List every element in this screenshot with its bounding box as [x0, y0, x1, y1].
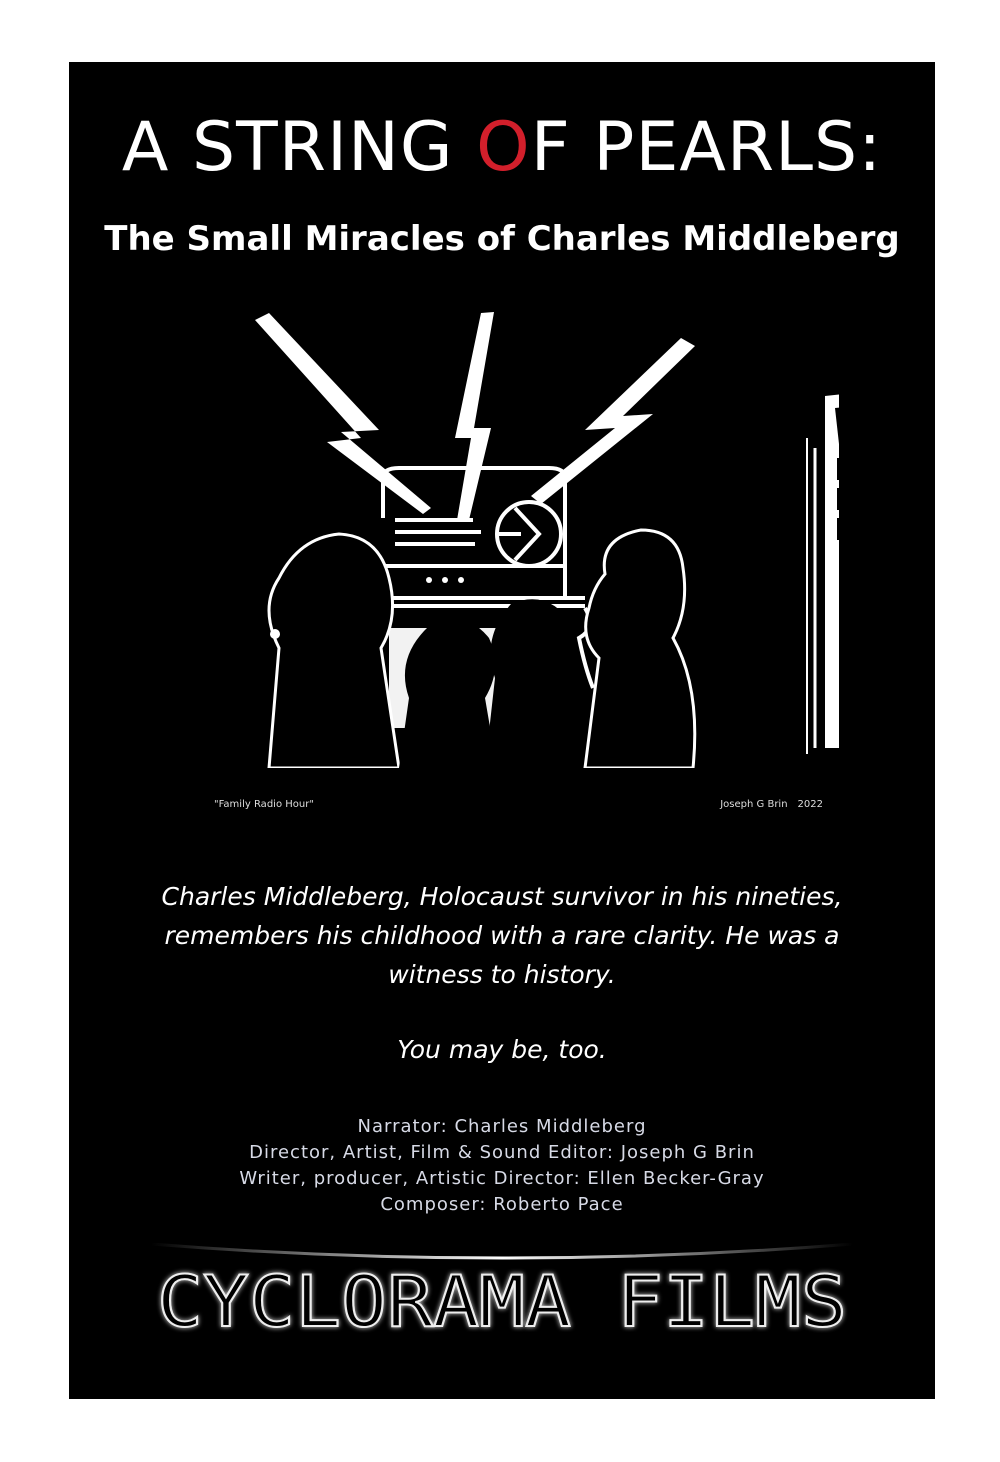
title-accent-letter: O [476, 108, 531, 187]
figure-man-right [585, 530, 695, 768]
radio-dial [497, 502, 561, 566]
credit-line: Narrator: Charles Middleberg [357, 1116, 647, 1137]
poster-subtitle: The Small Miracles of Charles Middleberg [104, 219, 900, 259]
poster [69, 62, 935, 1399]
artwork-credit-caption [720, 799, 823, 810]
title-part-2: F PEARLS: [530, 108, 883, 187]
doorway [807, 388, 839, 754]
credit-line: Director, Artist, Film & Sound Editor: Joseph G Brin [249, 1142, 755, 1163]
credits [69, 1114, 935, 1218]
poster-title [69, 108, 935, 187]
radio-knobs [426, 577, 464, 583]
family-radio-artwork [249, 308, 839, 768]
title-part-1: A STRING [121, 108, 477, 187]
artwork-title-caption: "Family Radio Hour" [214, 799, 314, 810]
credit-line: Writer, producer, Artistic Director: Ellen Becker-Gray [239, 1168, 765, 1189]
figure-woman-left [269, 534, 399, 768]
lightning-bolt-center [455, 312, 494, 520]
synopsis: Charles Middleberg, Holocaust survivor in his nineties, remembers his childhood with a rare clarity. He was a witness to history. [161, 882, 843, 989]
figure-earring [270, 629, 280, 639]
logo-wordmark: CYCLORAMA FILMS [157, 1261, 847, 1343]
artwork-artist: Joseph G Brin [720, 799, 788, 810]
logo-top-arc [151, 1244, 853, 1258]
figure-child-right [485, 599, 579, 768]
artwork-year: 2022 [797, 799, 823, 810]
credit-line: Composer: Roberto Pace [380, 1194, 624, 1215]
lightning-bolt-left [255, 313, 431, 514]
lightning-bolt-right [531, 338, 695, 504]
tagline: You may be, too. [397, 1035, 607, 1064]
cyclorama-films-logo [147, 1230, 857, 1360]
